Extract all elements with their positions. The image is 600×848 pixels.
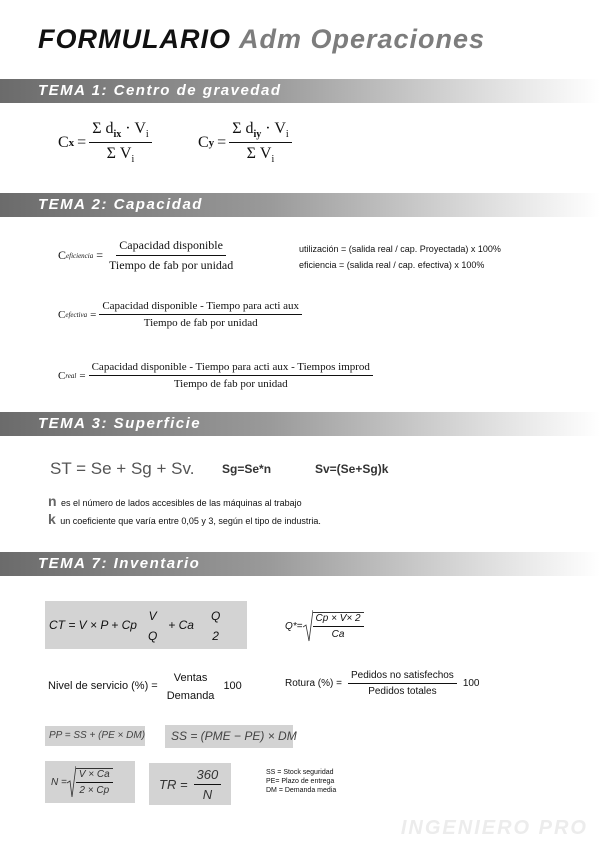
ct-mid: + Ca: [168, 618, 194, 632]
rotura-fraction: [348, 670, 457, 697]
n-letter: n: [48, 493, 57, 509]
k-letter: k: [48, 511, 56, 527]
k-text: un coeficiente que varía entre 0,05 y 3, según el tipo de industria.: [60, 516, 321, 526]
title-bold: FORMULARIO: [38, 24, 231, 54]
utilizacion-text: utilización = (salida real / cap. Proyectada) x 100%: [299, 244, 501, 254]
k-definition: [48, 511, 321, 529]
tr-den: N: [202, 786, 213, 802]
nivel-num: Ventas: [173, 672, 208, 684]
c3-fraction: [89, 361, 373, 390]
cy-num-sub: iy: [253, 129, 262, 141]
c2-sub: efectiva: [65, 310, 88, 319]
cy-fraction: [229, 120, 291, 165]
q-lhs: Q*=: [285, 620, 303, 632]
q-formula: [285, 609, 364, 643]
formula-cx: C x = $\frac{\Sigma d_{ix} \cdot V_i}{\Sigma V_i}$: [58, 120, 152, 165]
section-heading-tema2: TEMA 2: Capacidad: [38, 196, 203, 213]
ct-formula-box: [45, 601, 247, 649]
rotura-lhs: Rotura (%) =: [285, 678, 342, 689]
pp-formula-box: PP = SS + (PE × DM): [45, 726, 145, 746]
cx-num-sub: ix: [113, 129, 122, 141]
sqrt-icon-n: [67, 765, 113, 799]
rotura-den: Pedidos totales: [368, 686, 437, 697]
nivel-fraction: [164, 670, 218, 702]
c1-lhs: C: [58, 248, 67, 262]
ct-f2-num: Q: [210, 609, 221, 623]
n-lhs: N =: [51, 776, 67, 788]
sqrt-icon: [303, 609, 364, 643]
c1-num: Capacidad disponible: [116, 238, 226, 256]
n-num: V × Ca: [76, 769, 113, 783]
page-title: [38, 24, 485, 55]
c1-den: Tiempo de fab por unidad: [109, 258, 234, 272]
cy-num-tail-sub: i: [285, 129, 289, 141]
n-text: es el número de lados accesibles de las máquinas al trabajo: [61, 498, 302, 508]
cx-num-tail-sub: i: [145, 129, 149, 141]
formula-c-eficiencia: C eficiencia = $\frac{\text{Capacidad disponible}}{\text{Tiempo de fab por unidad}}$: [58, 238, 236, 273]
ct-frac2: [208, 607, 223, 643]
c1-fraction: [106, 238, 236, 273]
c3-den: Tiempo de fab por unidad: [173, 378, 288, 390]
legend-item: SS = Stock seguridad: [266, 769, 334, 776]
c2-num: Capacidad disponible - Tiempo para acti aux: [99, 300, 302, 315]
rotura-formula: [285, 670, 480, 697]
sg-formula: Sg=Se*n: [222, 462, 272, 476]
rotura-num: Pedidos no satisfechos: [348, 670, 457, 684]
n-definition: [48, 493, 302, 511]
c3-sub: real: [65, 371, 77, 380]
nivel-tail: 100: [223, 680, 242, 692]
c3-lhs: C: [58, 369, 66, 382]
legend: [266, 768, 336, 795]
ct-f1-den: Q: [147, 629, 158, 643]
q-fraction: [313, 612, 364, 640]
section-band-tema7: [0, 552, 600, 576]
cy-den-sub: i: [271, 154, 275, 166]
legend-item: PE= Plazo de entrega: [266, 778, 335, 785]
cx-lhs: C: [58, 133, 69, 151]
cy-num: Σ d: [232, 120, 254, 137]
ss-formula-box: SS = (PME − PE) × DM: [165, 725, 293, 748]
c2-lhs: C: [58, 308, 66, 321]
section-band-tema1: [0, 79, 600, 103]
title-grey: Adm Operaciones: [238, 24, 486, 54]
cy-den: Σ V: [246, 145, 272, 163]
c2-fraction: [99, 300, 302, 329]
legend-item: DM = Demanda media: [266, 787, 337, 794]
cy-num-tail: · V: [261, 120, 286, 137]
formula-c-real: C real = $\frac{\text{Capacidad disponible - Tiempo para acti aux - Tiempos improd}}{\text{Tiempo de fab por unidad}}$: [58, 361, 373, 390]
section-heading-tema1: TEMA 1: Centro de gravedad: [38, 82, 282, 99]
cy-sub: y: [208, 136, 215, 149]
cx-sub: x: [68, 136, 75, 149]
section-heading-tema3: TEMA 3: Superficie: [38, 415, 202, 432]
ct-f2-den: 2: [212, 629, 219, 643]
nivel-lhs: Nivel de servicio (%) =: [48, 680, 158, 692]
rotura-tail: 100: [462, 678, 480, 689]
n-fraction: [76, 768, 113, 796]
cy-lhs: C: [198, 133, 209, 151]
formula-c-efectiva: C efectiva = $\frac{\text{Capacidad disponible - Tiempo para acti aux}}{\text{Tiempo de fab por unidad}}$: [58, 300, 302, 329]
n-formula-box: [45, 761, 135, 803]
cx-num-tail: · V: [121, 120, 146, 137]
section-band-tema2: [0, 193, 600, 217]
eficiencia-text: eficiencia = (salida real / cap. efectiva) x 100%: [299, 260, 485, 270]
cx-den-sub: i: [131, 154, 135, 166]
watermark: INGENIERO PRO: [400, 817, 588, 839]
ct-f1-num: V: [148, 609, 157, 623]
section-heading-tema7: TEMA 7: Inventario: [38, 555, 201, 572]
tr-lhs: TR =: [159, 776, 188, 792]
sv-formula: Sv=(Se+Sg)k: [315, 462, 389, 476]
tr-num: 360: [194, 767, 222, 785]
st-formula: ST = Se + Sg + Sv.: [50, 459, 195, 478]
tr-formula-box: [149, 763, 231, 805]
nivel-den: Demanda: [166, 690, 215, 702]
n-den: 2 × Cp: [79, 785, 110, 796]
c2-den: Tiempo de fab por unidad: [143, 317, 258, 329]
c1-sub: eficiencia: [66, 251, 94, 260]
nivel-servicio-formula: [48, 670, 242, 702]
q-num: Cp × V× 2: [313, 613, 364, 627]
c3-num: Capacidad disponible - Tiempo para acti aux - Tiempos improd: [89, 361, 373, 376]
cx-den: Σ V: [106, 145, 132, 163]
tr-fraction: [194, 767, 222, 802]
ct-lhs: CT = V × P + Cp: [49, 618, 137, 632]
q-den: Ca: [331, 629, 345, 640]
section-band-tema3: [0, 412, 600, 436]
ct-frac1: [145, 607, 160, 643]
cx-num: Σ d: [92, 120, 114, 137]
formula-cy: C y = $\frac{\Sigma d_{iy} \cdot V_i}{\Sigma V_i}$: [198, 120, 292, 165]
cx-fraction: [89, 120, 151, 165]
